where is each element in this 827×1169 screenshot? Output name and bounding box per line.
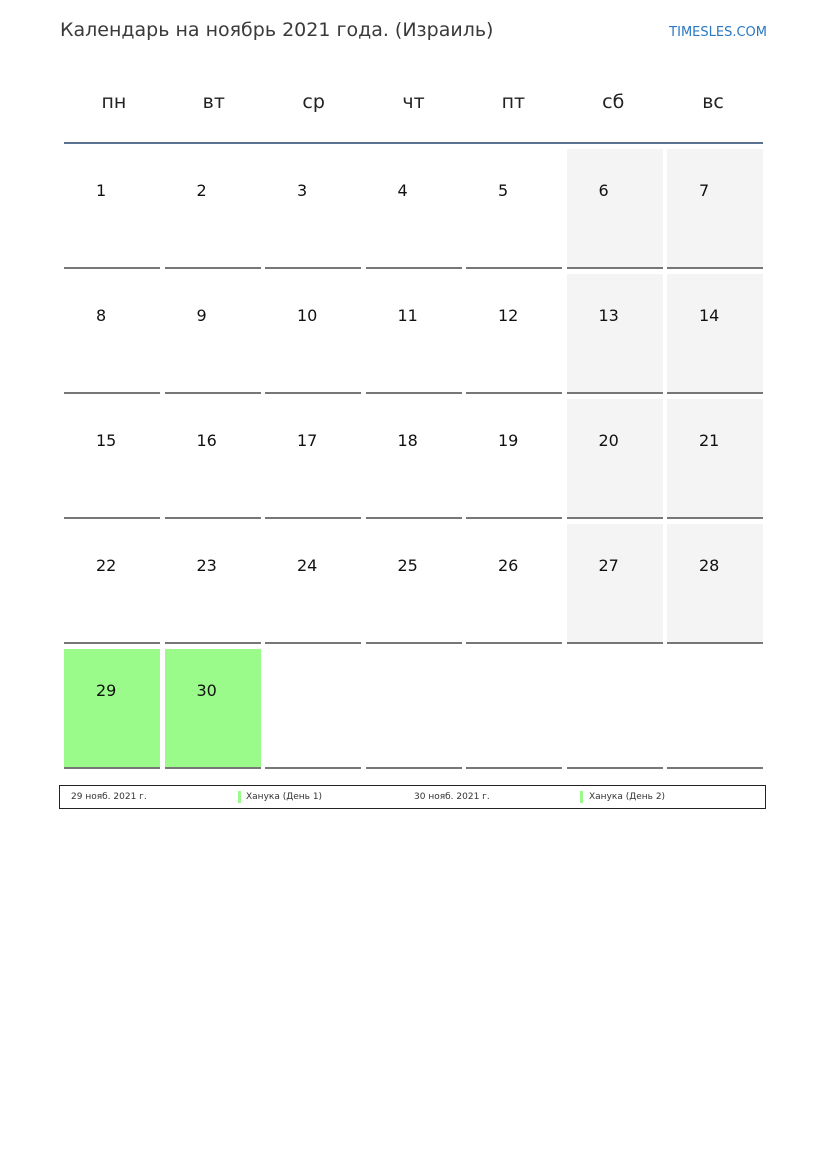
legend-holiday-name: Ханука (День 2) [589,792,666,802]
day-number: 27 [598,556,619,575]
holiday-color-marker [580,791,583,803]
day-number: 25 [397,556,418,575]
days-grid [64,149,763,769]
day-number: 13 [598,306,619,325]
holiday-color-marker [238,791,241,803]
day-number: 6 [598,181,609,200]
day-cell [165,399,261,519]
day-number: 19 [498,431,519,450]
legend-holiday-name: Ханука (День 1) [246,792,323,802]
weekday-label-tue: вт [202,91,225,113]
day-number: 7 [699,181,710,200]
holiday-legend [59,785,766,809]
day-number: 8 [96,306,107,325]
day-cell [64,274,160,394]
day-cell [265,149,361,269]
day-number: 14 [699,306,720,325]
day-number: 10 [297,306,318,325]
day-number: 20 [598,431,619,450]
weekend-day-cell [567,524,663,644]
day-cell [366,274,462,394]
day-number: 4 [397,181,408,200]
day-cell [64,149,160,269]
day-cell [366,524,462,644]
day-cell [466,399,562,519]
day-cell [265,524,361,644]
day-cell [165,274,261,394]
weekday-label-thu: чт [402,91,425,113]
day-number: 1 [96,181,107,200]
weekday-label-fri: пт [501,91,526,113]
day-cell [165,149,261,269]
weekend-day-cell [667,399,763,519]
holiday-day-cell [64,649,160,769]
day-cell [366,399,462,519]
weekend-day-cell [567,274,663,394]
day-number: 29 [96,681,117,700]
day-cell [165,524,261,644]
day-number: 30 [196,681,217,700]
day-number: 3 [297,181,308,200]
weekday-header-row [64,65,763,144]
empty-day-cell [667,649,763,769]
day-cell [466,149,562,269]
site-link[interactable]: TIMESLES.COM [669,25,767,40]
day-number: 28 [699,556,720,575]
day-number: 15 [96,431,117,450]
day-number: 5 [498,181,509,200]
day-cell [366,149,462,269]
weekday-label-mon: пн [101,91,127,113]
day-number: 9 [196,306,207,325]
day-number: 16 [196,431,217,450]
empty-day-cell [567,649,663,769]
weekday-label-wed: ср [302,91,325,113]
day-number: 21 [699,431,720,450]
day-number: 22 [96,556,117,575]
day-number: 26 [498,556,519,575]
empty-day-cell [265,649,361,769]
legend-date: 29 нояб. 2021 г. [71,792,147,802]
day-cell [265,399,361,519]
weekend-day-cell [567,399,663,519]
day-number: 2 [196,181,207,200]
day-number: 24 [297,556,318,575]
legend-date: 30 нояб. 2021 г. [414,792,490,802]
weekend-day-cell [567,149,663,269]
weekend-day-cell [667,274,763,394]
day-cell [466,524,562,644]
day-cell [466,274,562,394]
holiday-day-cell [165,649,261,769]
day-cell [64,399,160,519]
day-number: 11 [397,306,418,325]
empty-day-cell [466,649,562,769]
day-cell [265,274,361,394]
day-number: 12 [498,306,519,325]
day-number: 18 [397,431,418,450]
weekday-label-sun: вс [702,91,724,113]
calendar [64,65,763,769]
empty-day-cell [366,649,462,769]
page-title: Календарь на ноябрь 2021 года. (Израиль) [60,19,494,41]
weekend-day-cell [667,149,763,269]
day-number: 23 [196,556,217,575]
day-number: 17 [297,431,318,450]
day-cell [64,524,160,644]
weekend-day-cell [667,524,763,644]
weekday-label-sat: сб [602,91,625,113]
